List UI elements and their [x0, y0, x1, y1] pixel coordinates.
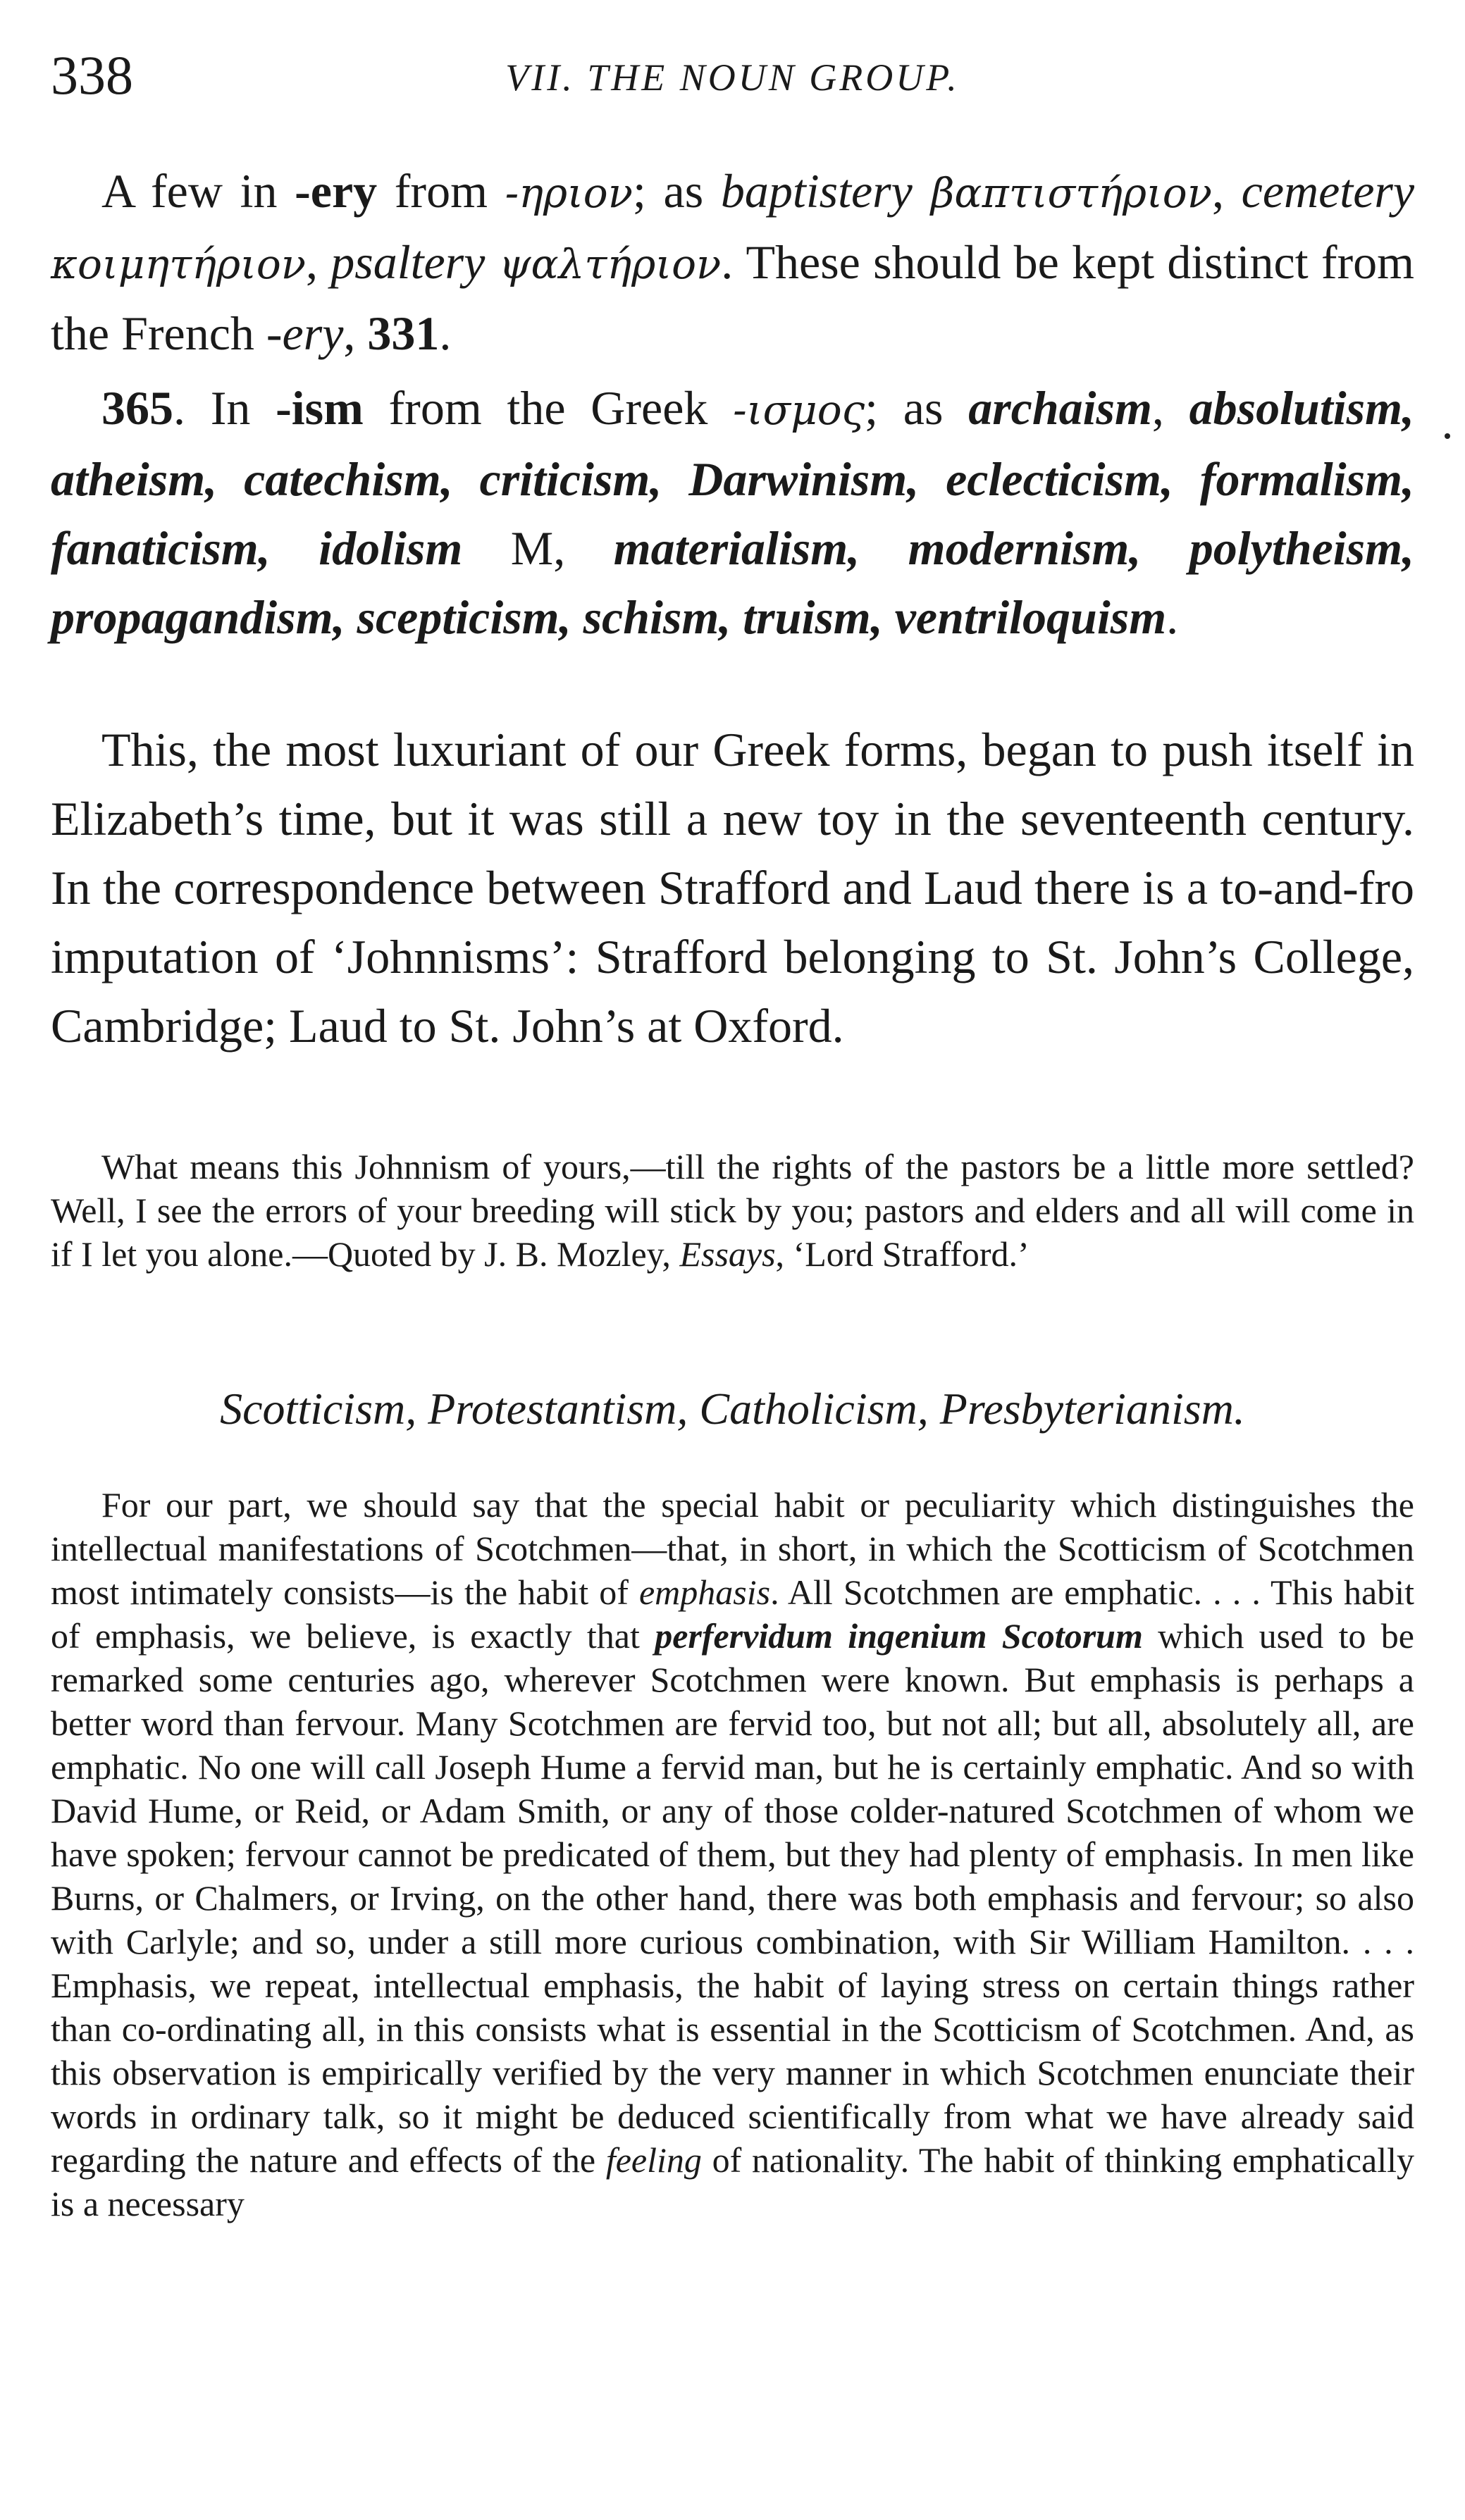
emphasis-word: feeling — [605, 2140, 702, 2180]
emphasis-word: emphasis — [638, 1572, 771, 1612]
section-reference: 331 — [367, 306, 440, 360]
quotation-mozley — [51, 1145, 1414, 1276]
text: A few in — [101, 164, 295, 218]
quote-text: of nationality. The habit of thinking emphatically is a necessary — [51, 2140, 1415, 2223]
quote-text: For our part, we should say that the special habit or peculiarity which distinguishes the intellectual manifestations of Scotchmen—that, in short, in which the Scotticism of Scotchmen most intimately consists—is the habit of — [51, 1485, 1414, 1612]
example-word: archaism — [968, 381, 1152, 435]
example-list: materialism, modernism, polytheism, propagandism, scepticism, schism, truism, ventriloquism — [51, 521, 1414, 644]
greek-word: κοιμητήριον — [51, 240, 306, 288]
text: . In — [173, 381, 276, 435]
quote-text: What means this Johnnism of yours,—till the rights of the pastors be a little more settled? Well, I see the errors of your breeding will stick by you; pastors and elders and all will come in if I let you alone.—Quoted by J. B. Mozley, — [51, 1147, 1414, 1274]
greek-word: ψαλτήριον — [485, 240, 722, 288]
example-list: absolutism, atheism, catechism, criticism, Darwinism, eclecticism, formalism, fanaticism, idolism — [51, 381, 1414, 575]
margin-dot — [1445, 433, 1450, 439]
text: from the Greek — [363, 381, 734, 435]
text: . These should be kept distinct from the French — [51, 235, 1415, 360]
text: . — [439, 306, 452, 360]
paragraph-ism — [51, 373, 1414, 652]
latin-phrase: perfervidum ingenium Scotorum — [655, 1616, 1143, 1656]
text: , — [343, 306, 368, 360]
greek-word: βαπτιστήριον — [912, 169, 1212, 217]
quote-text: , ‘Lord Strafford.’ — [775, 1234, 1030, 1274]
paragraph-johnnism — [51, 715, 1414, 1060]
page-number: 338 — [51, 44, 133, 106]
example-heading: Scotticism, Protestantism, Catholicism, Presbyterianism. — [220, 1384, 1245, 1434]
source-title: Essays — [679, 1234, 776, 1274]
greek-suffix: -ισμος — [733, 386, 865, 434]
text: , — [1212, 164, 1242, 218]
text: , — [306, 235, 331, 289]
example-word: cemetery — [1241, 164, 1415, 218]
paragraph-ery — [51, 156, 1414, 368]
text: from — [377, 164, 505, 218]
example-word: psaltery — [330, 235, 486, 289]
running-head: VII. THE NOUN GROUP. — [505, 56, 960, 99]
page-header — [51, 44, 1414, 107]
suffix-ism: -ism — [276, 381, 364, 435]
suffix-ery: -ery — [295, 164, 378, 218]
text: ; as — [865, 381, 969, 435]
quote-text: which used to be remarked some centuries ago, wherever Scotchmen were known. But emphasis is perhaps a better word than fervour. Many Scotchmen are fervid too, but not all; but all, absolutely all, are emphatic. No one will call Joseph Hume a fervid man, but he is certainly emphatic. And so with David Hume, or Reid, or Adam Smith, or any of those colder-natured Scotchmen of whom we have spoken; fervour cannot be predicated of them, but they had plenty of emphasis. In men like Burns, or Chalmers, or Irving, on the other hand, there was both emphasis and fervour; so also with Carlyle; and so, under a still more curious combination, with Sir William Hamilton. . . . Emphasis, we repeat, intellectual emphasis, the habit of laying stress on certain things rather than co-ordinating all, in this consists what is essential in the Scotticism of Scotchmen. And, as this observation is empirically verified by the very manner in which Scotchmen enunciate their words in ordinary talk, so it might be deduced scientifically from what we have already said regarding the nature and effects of the — [51, 1616, 1414, 2180]
example-word: baptistery — [720, 164, 913, 218]
text: M, — [462, 521, 614, 575]
text: ; as — [633, 164, 721, 218]
greek-suffix: -ηριον — [505, 169, 633, 217]
suffix-ery: -ery — [266, 306, 344, 360]
quote-text: . All Scotchmen are emphatic. . . . This habit of emphasis, we believe, is exactly that — [51, 1572, 1414, 1656]
quotation-scotticism — [51, 1483, 1414, 2226]
paragraph-text: This, the most luxuriant of our Greek forms, began to push itself in Elizabeth’s time, but it was still a new toy in the seventeenth century. In the correspondence between Strafford and Laud there is a to-and-fro imputation of ‘Johnnisms’: Strafford belonging to St. John’s College, Cambridge; Laud to St. John’s at Oxford. — [51, 723, 1414, 1053]
text: , — [1151, 381, 1189, 435]
text: . — [1166, 590, 1179, 644]
section-number: 365 — [101, 381, 173, 435]
